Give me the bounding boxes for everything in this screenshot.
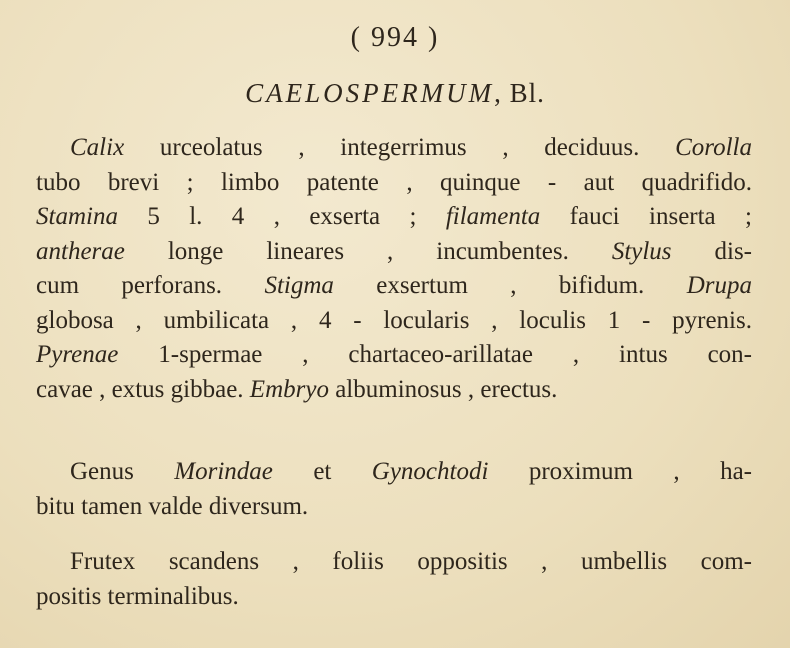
text-run: positis terminalibus. xyxy=(36,582,239,610)
genus-author: , Bl. xyxy=(494,78,545,108)
page-number: ( 994 ) xyxy=(350,22,440,53)
affinity-paragraph xyxy=(36,455,752,524)
italic-term: Corolla xyxy=(675,134,752,161)
text-line xyxy=(36,490,752,525)
italic-term: Stamina xyxy=(36,203,118,230)
text-run: cavae , extus gibbae. xyxy=(36,375,250,403)
text-run: globosa , umbilicata , 4 - locularis , loculis 1 - pyrenis. xyxy=(36,306,752,334)
italic-term: Gynochtodi xyxy=(371,458,489,485)
text-line xyxy=(36,304,752,339)
text-run: dis- xyxy=(671,237,752,265)
italic-term: Stylus xyxy=(611,237,672,265)
text-line xyxy=(36,235,752,270)
text-run: proximum , ha- xyxy=(488,458,752,485)
genus-name: CAELOSPERMUM xyxy=(245,78,495,108)
italic-term: Embryo xyxy=(249,375,329,403)
italic-term: Pyrenae xyxy=(36,341,119,368)
text-run: bitu tamen valde diversum. xyxy=(36,492,309,520)
italic-term: Stigma xyxy=(264,272,334,299)
text-line xyxy=(36,373,752,408)
italic-term: filamenta xyxy=(445,203,541,230)
habit-paragraph xyxy=(36,545,752,614)
text-run: exsertum , bifidum. xyxy=(333,272,687,299)
text-line xyxy=(36,200,752,235)
text-run: 1-spermae , chartaceo-arillatae , intus con- xyxy=(118,341,752,368)
text-run: 5 l. 4 , exserta ; xyxy=(117,203,446,230)
text-run: urceolatus , integerrimus , deciduus. xyxy=(124,134,676,161)
text-line xyxy=(36,580,752,615)
text-run: fauci inserta ; xyxy=(540,203,752,230)
genus-description-paragraph xyxy=(36,131,752,407)
text-line xyxy=(36,131,752,166)
text-run: Genus xyxy=(70,458,175,485)
genus-heading xyxy=(0,78,790,109)
italic-term: antherae xyxy=(36,237,125,265)
text-run: tubo brevi ; limbo patente , quinque - aut quadrifido. xyxy=(36,168,752,196)
text-run: Frutex scandens , foliis oppositis , umbellis com- xyxy=(70,548,752,575)
text-line xyxy=(36,269,752,304)
text-line xyxy=(36,338,752,373)
italic-term: Morindae xyxy=(174,458,273,485)
text-run: albuminosus , erectus. xyxy=(328,375,558,403)
text-run: cum perforans. xyxy=(36,272,265,299)
text-line xyxy=(36,455,752,490)
text-run: longe lineares , incumbentes. xyxy=(124,237,612,265)
italic-term: Drupa xyxy=(686,272,752,299)
text-run: et xyxy=(272,458,372,485)
italic-term: Calix xyxy=(70,134,125,161)
text-line xyxy=(36,545,752,580)
text-line xyxy=(36,166,752,201)
